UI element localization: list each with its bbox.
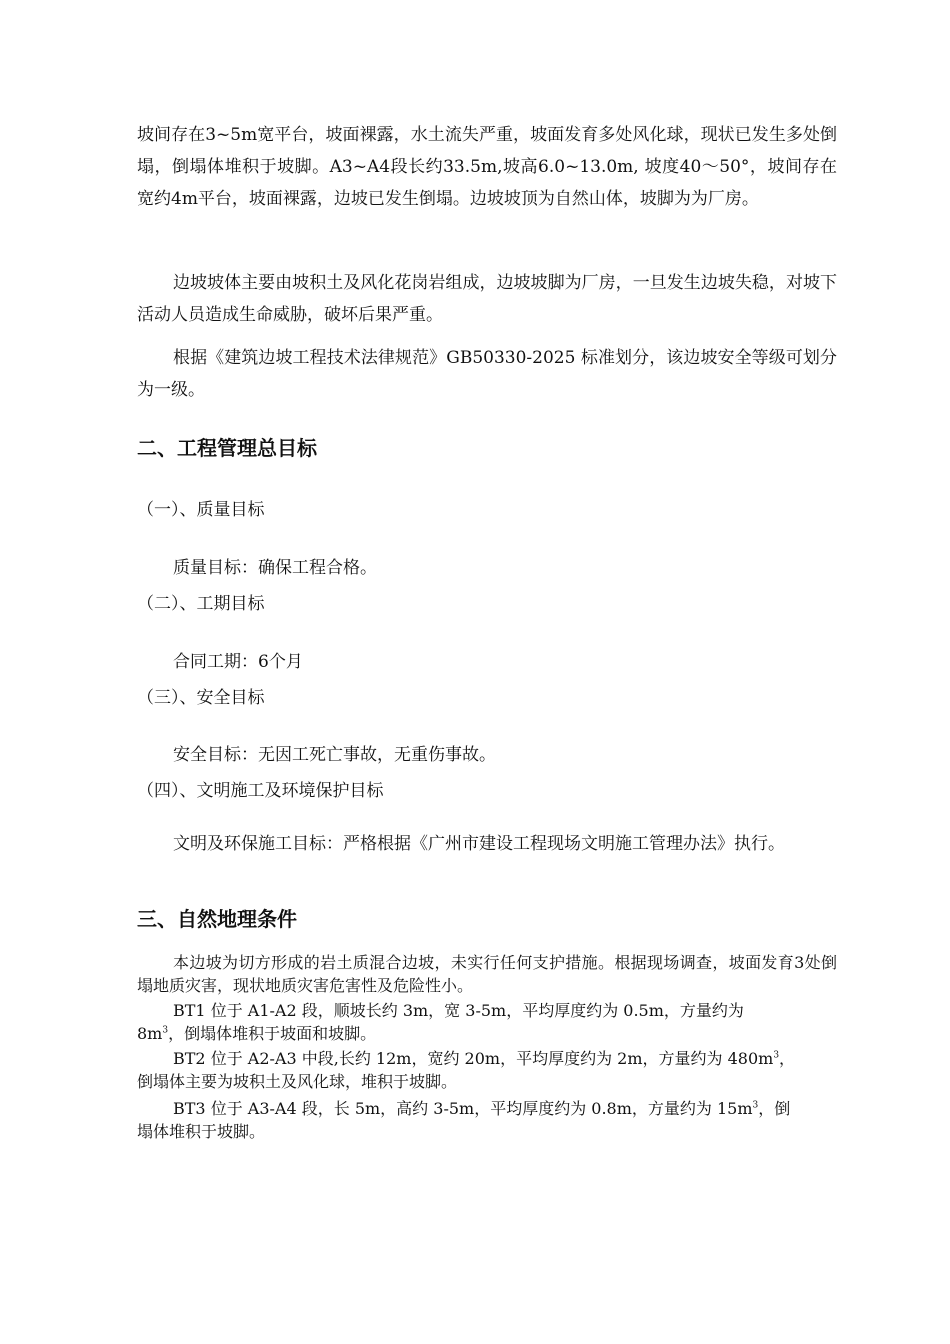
text-bt1-line2 bbox=[137, 1022, 376, 1045]
text-bt1-rest: ，倒塌体堆积于坡面和坡脚。 bbox=[168, 1024, 377, 1043]
text-quality-goal: 质量目标：确保工程合格。 bbox=[173, 558, 377, 578]
text-bt1-line1: BT1 位于 A1-A2 段，顺坡长约 3m，宽 3-5m，平均厚度约为 0.5m，方量约为 bbox=[173, 1001, 744, 1020]
text-bt3-line1 bbox=[173, 1097, 790, 1120]
text-civilized-construction-goal: 文明及环保施工目标：严格根据《广州市建设工程现场文明施工管理办法》执行。 bbox=[173, 834, 785, 854]
section-heading-natural-geography: 三、自然地理条件 bbox=[137, 907, 297, 931]
text-bt2-line2: 倒塌体主要为坡积土及风化球，堆积于坡脚。 bbox=[137, 1072, 458, 1091]
text-bt2-line1 bbox=[173, 1047, 795, 1070]
subheading-safety-goal: （三）、安全目标 bbox=[137, 688, 265, 708]
subheading-civilized-construction-goal: （四）、文明施工及环境保护目标 bbox=[137, 781, 384, 801]
text-bt3-line2: 塌体堆积于坡脚。 bbox=[137, 1122, 266, 1141]
subheading-quality-goal: （一）、质量目标 bbox=[137, 500, 265, 520]
paragraph-slope-composition: 边坡坡体主要由坡积土及风化花岗岩组成，边坡坡脚为厂房，一旦发生边坡失稳，对坡下活动人员造成生命威胁，破坏后果严重。 bbox=[137, 273, 837, 325]
text-safety-goal: 安全目标：无因工死亡事故，无重伤事故。 bbox=[173, 745, 496, 765]
text-bt2-main: BT2 位于 A2-A3 中段,长约 12m，宽约 20m，平均厚度约为 2m，方量约为 480m bbox=[173, 1049, 774, 1068]
paragraph-slope-description: 坡间存在3~5m宽平台，坡面裸露，水土流失严重，坡面发育多处风化球，现状已发生多处倒塌，倒塌体堆积于坡脚。A3~A4段长约33.5m,坡高6.0~13.0m, 坡度40～50°，坡间存在宽约4m平台，坡面裸露，边坡已发生倒塌。边坡坡顶为自然山体，坡脚为为厂房。 bbox=[137, 125, 837, 209]
text-bt2-sup: 3 bbox=[773, 1050, 780, 1061]
text-bt1-volume: 8m bbox=[137, 1024, 163, 1043]
text-bt3-main: BT3 位于 A3-A4 段，长 5m，高约 3-5m，平均厚度约为 0.8m，方量约为 15m bbox=[173, 1099, 753, 1118]
paragraph-safety-grade: 根据《建筑边坡工程技术法律规范》GB50330-2025 标准划分，该边坡安全等级可划分为一级。 bbox=[137, 348, 837, 400]
text-bt1-sup: 3 bbox=[162, 1025, 169, 1036]
subheading-schedule-goal: （二）、工期目标 bbox=[137, 594, 265, 614]
text-bt2-comma: ， bbox=[779, 1049, 796, 1068]
text-bt3-tail: ，倒 bbox=[758, 1099, 791, 1118]
text-schedule-goal: 合同工期：6个月 bbox=[173, 652, 303, 672]
section-heading-management-goals: 二、工程管理总目标 bbox=[137, 436, 317, 460]
text-bt3-sup: 3 bbox=[752, 1100, 759, 1111]
paragraph-slope-survey: 本边坡为切方形成的岩土质混合边坡，未实行任何支护措施。根据现场调查，坡面发育3处倒塌地质灾害，现状地质灾害危害性及危险性小。 bbox=[137, 953, 837, 995]
